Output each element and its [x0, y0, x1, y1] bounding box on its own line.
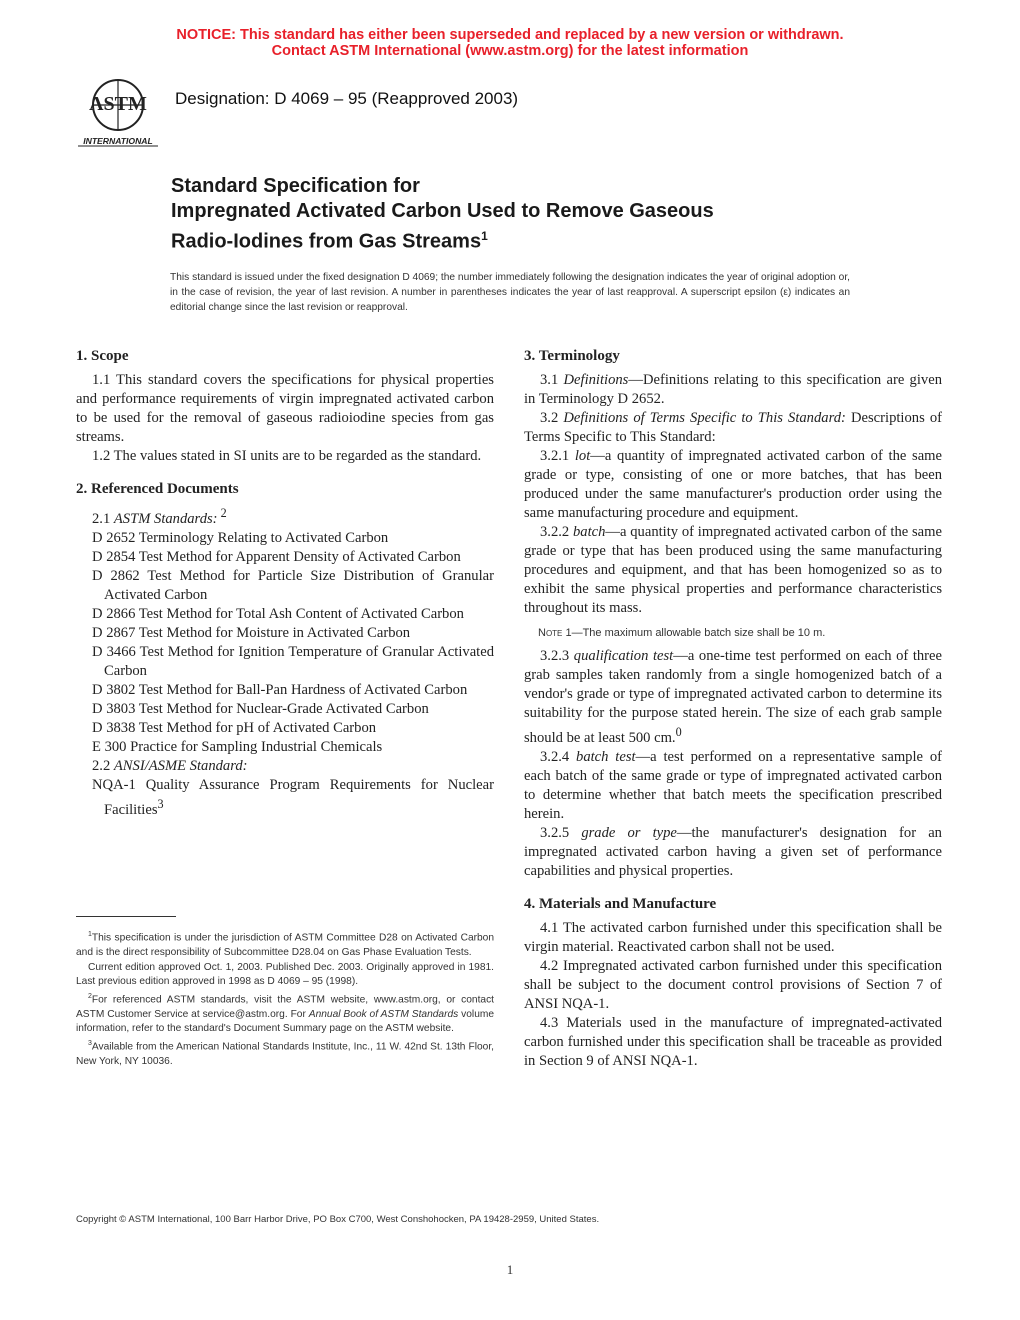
reference-item: NQA-1 Quality Assurance Program Requirements for Nuclear Facilities$^3$ — [92, 776, 494, 818]
materials-heading: 4. Materials and Manufacture — [524, 895, 717, 912]
materials-4-1: 4.1 The activated carbon furnished under this specification shall be virgin material. Reactivated carbon shall not be used. — [524, 919, 942, 955]
footnote-divider — [76, 916, 176, 917]
title-line-3: Radio-Iodines from Gas Streams — [171, 230, 482, 253]
right-column — [524, 346, 942, 1071]
footnotes — [76, 928, 494, 1070]
page-number: 1 — [506, 1262, 514, 1277]
logo-subtitle: INTERNATIONAL — [83, 136, 153, 146]
document-title — [171, 174, 931, 255]
reference-item: D 2866 Test Method for Total Ash Content of Activated Carbon — [92, 605, 464, 622]
withdrawn-notice — [0, 27, 1020, 59]
logo-letters: ASTM — [89, 93, 147, 115]
astm-standards-label: 2.1 ASTM Standards: $^2$ — [92, 506, 227, 527]
footnote-3: $^3$Available from the American National Standards Institute, Inc., 11 W. 42nd St. 13th Floor, New York, NY 10036. — [76, 1039, 494, 1067]
notice-line-1: NOTICE: This standard has either been superseded and replaced by a new version or withdrawn. — [176, 27, 844, 43]
note-1: Note 1—The maximum allowable batch size shall be 10 m. — [538, 627, 826, 639]
reference-item: D 3838 Test Method for pH of Activated Carbon — [92, 719, 377, 736]
notice-line-2: Contact ASTM International (www.astm.org) for the latest information — [271, 43, 749, 59]
reference-item: D 2652 Terminology Relating to Activated Carbon — [92, 529, 389, 546]
footnote-1: $^1$This specification is under the jurisdiction of ASTM Committee D28 on Activated Carbon and is the direct responsibility of Subcommittee D28.04 on Gas Phase Evaluation Tests. — [76, 931, 494, 958]
materials-4-3: 4.3 Materials used in the manufacture of impregnated-activated carbon furnished under this specification shall be traceable as provided in Section 9 of ANSI NQA-1. — [524, 1014, 942, 1069]
reference-item: D 3802 Test Method for Ball-Pan Hardness of Activated Carbon — [92, 681, 468, 698]
reference-item: D 2854 Test Method for Apparent Density of Activated Carbon — [92, 548, 461, 565]
definition-3-2: 3.2 Definitions of Terms Specific to This Standard: Descriptions of Terms Specific to This Standard: — [524, 410, 943, 445]
materials-4-2: 4.2 Impregnated activated carbon furnished under this specification shall be subject to the document control provisions of Section 7 of ANSI NQA-1. — [524, 957, 942, 1012]
definition-lot: 3.2.1 lot—a quantity of impregnated activated carbon of the same grade or type, consisting of one or more batches, that has been produced under the same manufacturer's production order using the same manufacturing procedure and equipment. — [524, 448, 943, 521]
reference-item: D 3803 Test Method for Nuclear-Grade Activated Carbon — [92, 700, 429, 717]
title-footnote-mark: 1 — [481, 229, 488, 243]
definition-batch-test: 3.2.4 batch test—a test performed on a representative sample of each batch of the same grade or type of impregnated activated carbon to determine whether that batch meets the specification prescribed herein. — [524, 748, 942, 822]
definition-grade-or-type: 3.2.5 grade or type—the manufacturer's designation for an impregnated activated carbon having a given set of performance capabilities and physical properties. — [524, 824, 942, 879]
copyright: Copyright © ASTM International, 100 Barr Harbor Drive, PO Box C700, West Conshohocken, PA 19428-2959, United States. — [76, 1214, 600, 1225]
reference-item: D 3466 Test Method for Ignition Temperature of Granular Activated Carbon — [92, 643, 494, 679]
definition-qualification-test: 3.2.3 qualification test—a one-time test performed on each of three grab samples taken randomly from a single homogenized batch of a vendor's grade or type of impregnated activated carbon to determine its suitability for the purpose stated herein. The size of each grab sample should be at least 500 cm.$^0$ — [524, 648, 942, 746]
reference-item: E 300 Practice for Sampling Industrial Chemicals — [92, 738, 383, 755]
reference-item: D 2867 Test Method for Moisture in Activated Carbon — [92, 624, 411, 641]
title-line-2: Impregnated Activated Carbon Used to Remove Gaseous — [171, 200, 714, 222]
scope-1-1: 1.1 This standard covers the specifications for physical properties and performance requirements of virgin impregnated activated carbon to be used for the removal of gaseous radioiodine species from gas streams. — [76, 372, 494, 445]
designation: Designation: D 4069 – 95 (Reapproved 2003) — [175, 89, 519, 108]
footnote-1-approval: Current edition approved Oct. 1, 2003. Published Dec. 2003. Originally approved in 1981. Last previous edition approved in 1998 as D 4069 – 95 (1998). — [76, 961, 494, 988]
issue-statement: This standard is issued under the fixed designation D 4069; the number immediately following the designation indicates the year of original adoption or, in the case of revision, the year of last revision. A number in parentheses indicates the year of last reapproval. A superscript epsilon (ε) indicates an editorial change since the last revision or reapproval. — [170, 272, 850, 313]
astm-reference-list — [76, 529, 494, 757]
reference-item: D 2862 Test Method for Particle Size Distribution of Granular Activated Carbon — [92, 567, 494, 603]
title-line-1: Standard Specification for — [171, 175, 420, 197]
scope-heading: 1. Scope — [76, 348, 129, 364]
referenced-heading: 2. Referenced Documents — [76, 481, 239, 497]
left-column — [76, 346, 494, 820]
definition-3-1: 3.1 Definitions—Definitions relating to this specification are given in Terminology D 2652. — [524, 372, 942, 407]
definition-batch: 3.2.2 batch—a quantity of impregnated activated carbon of the same grade or type that has been produced using the same manufacturing procedures and equipment, and that has been homogenized so as to exhibit the same physical properties and performance characteristics throughout its mass. — [524, 524, 942, 616]
astm-logo-icon — [76, 76, 160, 148]
footnote-2: $^2$For referenced ASTM standards, visit the ASTM website, www.astm.org, or contact ASTM Customer Service at service@astm.org. For Annual Book of ASTM Standards volume information, refer to the standard's Document Summary page on the ASTM website. — [76, 992, 495, 1035]
scope-1-2: 1.2 The values stated in SI units are to be regarded as the standard. — [92, 448, 482, 464]
ansi-standard-label: 2.2 ANSI/ASME Standard: — [92, 757, 248, 774]
terminology-heading: 3. Terminology — [524, 348, 620, 364]
